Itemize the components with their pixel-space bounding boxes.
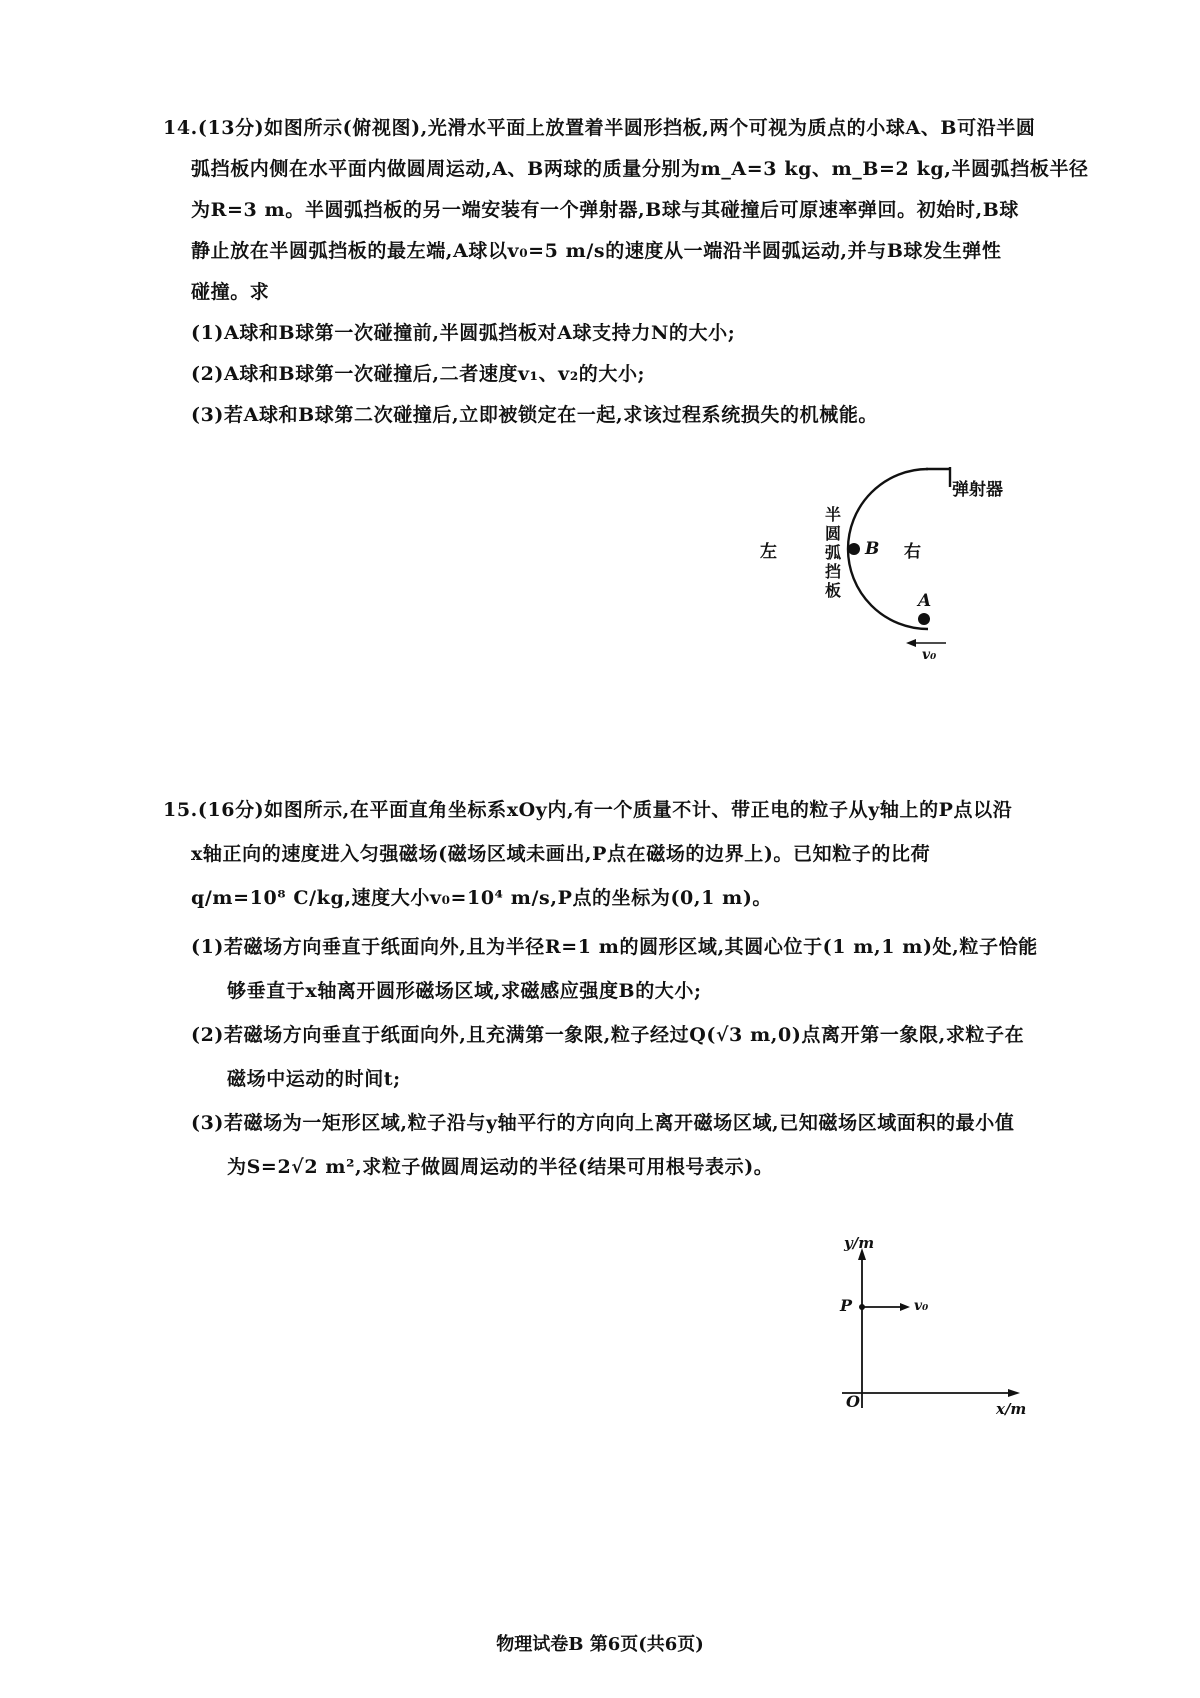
- velocity-v0-label: v₀: [914, 1298, 929, 1314]
- point-p-label: P: [840, 1296, 853, 1315]
- q14-stem: [163, 108, 1089, 313]
- origin-label: O: [846, 1392, 860, 1411]
- page-footer: 物理试卷B 第6页(共6页): [496, 1634, 704, 1655]
- right-label: 右: [904, 542, 921, 562]
- q14-sub-2: (2)A球和B球第一次碰撞后,二者速度v₁、v₂的大小;: [191, 363, 646, 385]
- q15-sub-1-line-1: (1)若磁场方向垂直于纸面向外,且为半径R=1 m的圆形区域,其圆心位于(1 m,1 m)处,粒子恰能: [191, 936, 1038, 958]
- barrier-label: 半圆弧挡板: [824, 505, 841, 600]
- velocity-v0-head: [900, 1303, 910, 1311]
- y-axis-label: y/m: [844, 1234, 875, 1252]
- q14-sub-1: (1)A球和B球第一次碰撞前,半圆弧挡板对A球支持力N的大小;: [191, 322, 736, 344]
- q15-sub-2-line-1: (2)若磁场方向垂直于纸面向外,且充满第一象限,粒子经过Q(√3 m,0)点离开第一象限,求粒子在: [191, 1024, 1025, 1046]
- velocity-label: v₀: [922, 647, 937, 663]
- q14-line-5: 碰撞。求: [191, 281, 270, 303]
- ball-b: [848, 543, 860, 555]
- launcher-label: 弹射器: [952, 480, 1003, 500]
- q14-sub-3: (3)若A球和B球第二次碰撞后,立即被锁定在一起,求该过程系统损失的机械能。: [191, 404, 879, 426]
- q15-stem: [163, 788, 1043, 920]
- q15-sub-3-line-2: 为S=2√2 m²,求粒子做圆周运动的半径(结果可用根号表示)。: [227, 1156, 774, 1178]
- q14-line-4: 静止放在半圆弧挡板的最左端,A球以v₀=5 m/s的速度从一端沿半圆弧运动,并与B球发生弹性: [191, 240, 1002, 262]
- left-label: 左: [760, 542, 777, 562]
- ball-a: [918, 613, 930, 625]
- q14-figure: [760, 455, 1020, 665]
- x-axis-label: x/m: [996, 1400, 1027, 1418]
- q14-line-1: 14.(13分)如图所示(俯视图),光滑水平面上放置着半圆形挡板,两个可视为质点的小球A、B可沿半圆: [163, 117, 1036, 139]
- q15-sub-2-line-2: 磁场中运动的时间t;: [227, 1068, 401, 1090]
- q14-line-2: 弧挡板内侧在水平面内做圆周运动,A、B两球的质量分别为m_A=3 kg、m_B=2 kg,半圆弧挡板半径: [191, 158, 1089, 180]
- q15-line-2: x轴正向的速度进入匀强磁场(磁场区域未画出,P点在磁场的边界上)。已知粒子的比荷: [191, 843, 931, 865]
- q14-subquestions: [163, 313, 1043, 436]
- q15-line-1: 15.(16分)如图所示,在平面直角坐标系xOy内,有一个质量不计、带正电的粒子从y轴上的P点以沿: [163, 799, 1013, 821]
- q15-sub-1-line-2: 够垂直于x轴离开圆形磁场区域,求磁感应强度B的大小;: [227, 980, 702, 1002]
- x-axis-arrow: [1008, 1389, 1020, 1397]
- q14-line-3: 为R=3 m。半圆弧挡板的另一端安装有一个弹射器,B球与其碰撞后可原速率弹回。初始时,B球: [191, 199, 1019, 221]
- q15-subquestions: [163, 925, 1043, 1189]
- ball-a-label: A: [918, 591, 932, 611]
- q15-sub-3-line-1: (3)若磁场为一矩形区域,粒子沿与y轴平行的方向向上离开磁场区域,已知磁场区域面积的最小值: [191, 1112, 1015, 1134]
- ball-b-label: B: [865, 539, 880, 559]
- q15-figure: [830, 1234, 1030, 1438]
- velocity-arrow-head: [906, 639, 916, 647]
- q15-line-3: q/m=10⁸ C/kg,速度大小v₀=10⁴ m/s,P点的坐标为(0,1 m)。: [191, 887, 773, 909]
